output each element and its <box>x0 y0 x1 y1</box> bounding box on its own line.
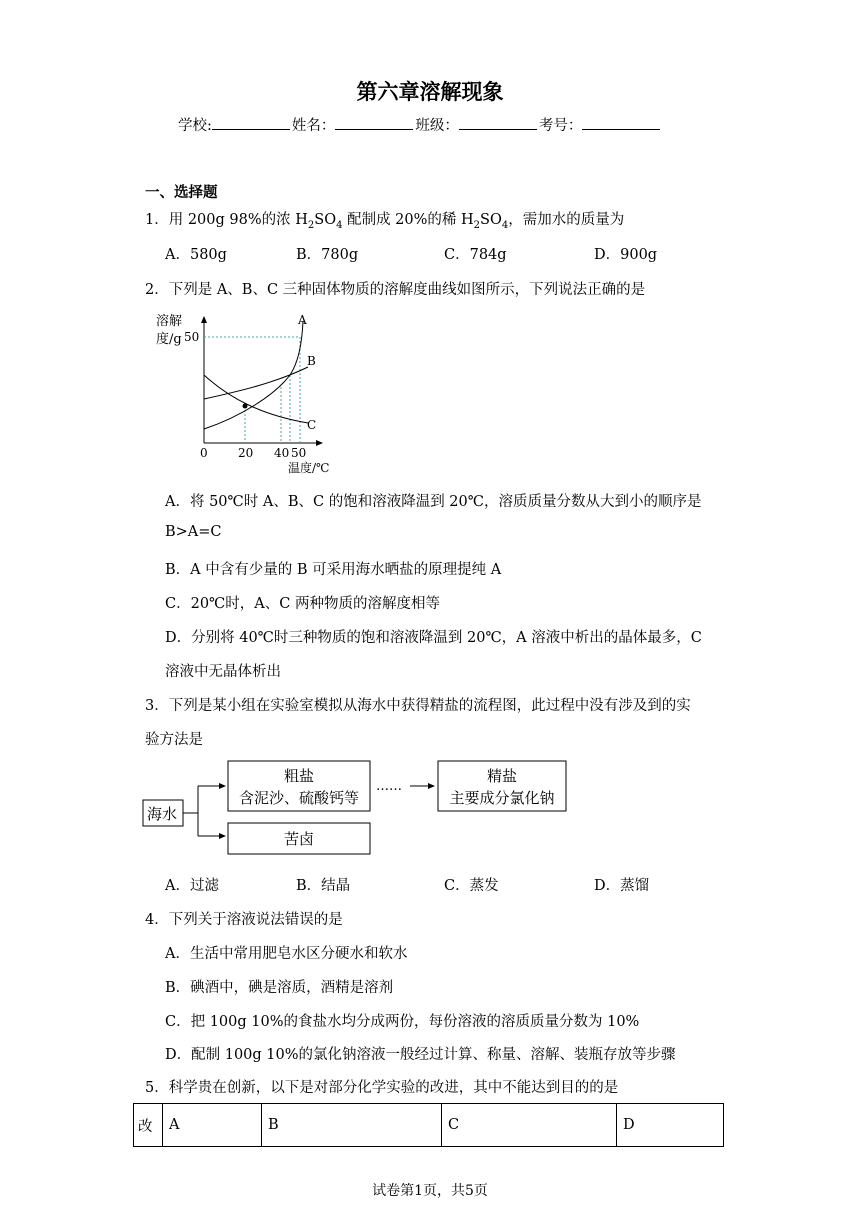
subscript-4: 4 <box>336 219 343 231</box>
q4-option-b: B．碘酒中，碘是溶质，酒精是溶剂 <box>165 980 394 996</box>
table-row <box>134 1104 724 1147</box>
q3-option-d: D．蒸馏 <box>594 878 650 894</box>
seawater-label: 海水 <box>147 805 178 823</box>
q3-option-b: B．结晶 <box>296 878 351 894</box>
q2-option-c: C．20℃时，A、C 两种物质的溶解度相等 <box>165 596 440 612</box>
q1-text-b: SO <box>314 212 337 228</box>
x-tick-40: 40 <box>274 446 290 460</box>
curve-c <box>204 375 308 423</box>
solubility-curve-graph <box>150 305 350 475</box>
q2-option-d-line2: 溶液中无晶体析出 <box>165 664 281 680</box>
x-tick-0: 0 <box>200 446 208 460</box>
q1-text-a: 1．用 200g 98%的浓 H <box>145 212 308 228</box>
curve-a-label: A <box>298 313 307 327</box>
exam-no-blank <box>582 115 660 130</box>
q1-text-c: 配制成 20%的稀 H <box>342 212 474 228</box>
q1-option-d: D．900g <box>594 247 658 263</box>
table-cell: C <box>442 1104 617 1147</box>
q5-table <box>133 1103 724 1147</box>
q1-text-e: ，需加水的质量为 <box>508 212 625 228</box>
salt-flow-diagram <box>140 756 580 860</box>
question-3-stem-line2: 验方法是 <box>145 732 203 748</box>
question-1-stem <box>145 208 624 231</box>
q2-option-b: B．A 中含有少量的 B 可采用海水晒盐的原理提纯 A <box>165 562 502 578</box>
class-label: 班级： <box>415 118 459 134</box>
subscript-4: 4 <box>501 219 509 231</box>
y-label-line2: 度/g <box>156 332 182 347</box>
bittern-label: 苦卤 <box>283 830 315 848</box>
x-tick-20: 20 <box>238 446 254 460</box>
crude-salt-title: 粗盐 <box>283 767 315 785</box>
question-2-stem: 2．下列是 A、B、C 三种固体物质的溶解度曲线如图所示，下列说法正确的是 <box>145 282 646 298</box>
q3-option-a: A．过滤 <box>165 878 219 894</box>
q1-option-b: B．780g <box>296 247 359 263</box>
y-tick-50: 50 <box>184 330 200 344</box>
table-cell: D <box>617 1104 724 1147</box>
x-axis-label: 温度/℃ <box>288 461 330 475</box>
name-blank <box>335 115 413 130</box>
fine-salt-desc: 主要成分氯化钠 <box>449 789 555 807</box>
curve-b-label: B <box>307 354 316 368</box>
subscript-2: 2 <box>473 219 481 231</box>
page-title: 第六章溶解现象 <box>356 79 504 104</box>
q1-option-a: A．580g <box>165 247 227 263</box>
exam-no-label: 考号： <box>538 118 583 134</box>
student-info-line <box>178 114 662 135</box>
q2-option-a-line1: A．将 50℃时 A、B、C 的饱和溶液降温到 20℃，溶质质量分数从大到小的顺序是 <box>165 494 702 510</box>
q4-option-d: D．配制 100g 10%的氯化钠溶液一般经过计算、称量、溶解、装瓶存放等步骤 <box>165 1047 676 1063</box>
table-cell: A <box>163 1104 262 1147</box>
question-4-stem: 4．下列关于溶液说法错误的是 <box>145 912 343 928</box>
y-label-line1: 溶解 <box>156 314 183 329</box>
fine-salt-title: 精盐 <box>486 767 518 785</box>
q1-text-d: SO <box>480 212 502 228</box>
q4-option-a: A．生活中常用肥皂水区分硬水和软水 <box>165 946 408 962</box>
crude-salt-desc: 含泥沙、硫酸钙等 <box>238 789 360 807</box>
school-blank <box>212 115 290 130</box>
q1-option-c: C．784g <box>444 247 507 263</box>
q2-option-a-line2: B>A=C <box>165 524 222 540</box>
class-blank <box>459 115 537 130</box>
intersection-point <box>243 404 248 409</box>
table-cell: 改 <box>134 1104 163 1147</box>
curve-c-label: C <box>307 418 317 432</box>
q3-option-c: C．蒸发 <box>444 878 499 894</box>
section-heading: 一、选择题 <box>145 184 218 201</box>
table-cell: B <box>262 1104 442 1147</box>
page-footer: 试卷第1页，共5页 <box>372 1183 488 1199</box>
question-5-stem: 5．科学贵在创新，以下是对部分化学实验的改进，其中不能达到目的的是 <box>145 1080 619 1096</box>
dots-text: …… <box>376 779 402 794</box>
q4-option-c: C．把 100g 10%的食盐水均分成两份，每份溶液的溶质质量分数为 10% <box>165 1014 640 1030</box>
question-3-stem-line1: 3．下列是某小组在实验室模拟从海水中获得精盐的流程图，此过程中没有涉及到的实 <box>145 698 691 714</box>
subscript-2: 2 <box>307 219 315 231</box>
name-label: 姓名： <box>291 118 336 134</box>
x-tick-50: 50 <box>291 446 307 460</box>
school-label: 学校: <box>178 118 212 134</box>
q2-option-d-line1: D．分别将 40℃时三种物质的饱和溶液降温到 20℃，A 溶液中析出的晶体最多，C <box>165 630 702 646</box>
